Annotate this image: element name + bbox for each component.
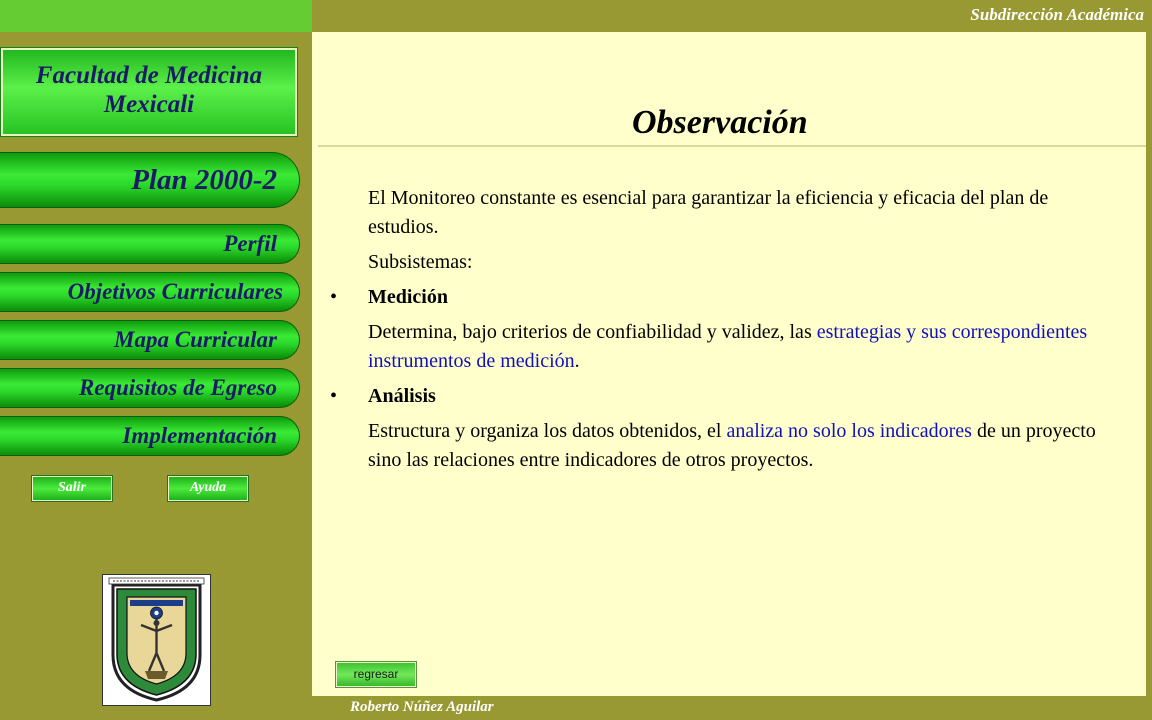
bullet-heading: Medición xyxy=(368,286,448,308)
nav-mapa-button[interactable]: Mapa Curricular xyxy=(0,320,300,360)
nav-objetivos-button[interactable]: Objetivos Curriculares xyxy=(0,272,300,312)
salir-button[interactable]: Salir xyxy=(32,476,112,501)
nav-implementacion-button[interactable]: Implementación xyxy=(0,416,300,456)
bullet-item-medicion xyxy=(330,283,1108,312)
nav-requisitos-button[interactable]: Requisitos de Egreso xyxy=(0,368,300,408)
analisis-description xyxy=(368,417,1108,475)
bullet-heading: Análisis xyxy=(368,385,436,407)
faculty-name-line2: Mexicali xyxy=(103,91,195,118)
bullet-item-analisis xyxy=(330,382,1108,411)
medicion-description xyxy=(368,318,1108,376)
analisis-desc-highlight: analiza no solo los indicadores xyxy=(726,420,972,442)
subsystems-label: Subsistemas: xyxy=(368,251,473,273)
main-content xyxy=(330,184,1108,481)
bullet-icon: • xyxy=(330,286,338,308)
medicion-desc-text: Determina, bajo criterios de confiabilidad y validez, las xyxy=(368,321,817,343)
regresar-button[interactable]: regresar xyxy=(336,662,416,687)
analisis-desc-text: Estructura y organiza los datos obtenidos, el xyxy=(368,420,727,442)
medicion-desc-highlight: estrategias y sus correspondientes instrumentos de medición xyxy=(368,321,1088,372)
right-border-strip xyxy=(1146,32,1152,696)
medicion-desc-end: . xyxy=(574,350,580,372)
intro-paragraph: El Monitoreo constante es esencial para garantizar la eficiencia y eficacia del plan de estudios. xyxy=(368,187,1049,238)
header-bar xyxy=(312,0,1152,32)
seal-emblem-icon xyxy=(103,575,210,705)
faculty-logo-box xyxy=(1,48,297,136)
nav-plan-button[interactable]: Plan 2000-2 xyxy=(0,152,300,208)
header-title: Subdirección Académica xyxy=(970,5,1144,24)
analisis-desc-end: de un proyecto sino las relaciones entre indicadores de otros proyectos. xyxy=(368,420,1096,471)
university-seal xyxy=(102,574,211,706)
top-left-accent xyxy=(0,0,312,32)
title-divider xyxy=(318,145,1146,147)
bullet-icon: • xyxy=(330,385,338,407)
nav-perfil-button[interactable]: Perfil xyxy=(0,224,300,264)
ayuda-button[interactable]: Ayuda xyxy=(168,476,248,501)
faculty-name-line1: Facultad de Medicina xyxy=(35,62,263,89)
page-title: Observación xyxy=(632,104,808,141)
footer-author: Roberto Núñez Aguilar xyxy=(350,699,494,715)
